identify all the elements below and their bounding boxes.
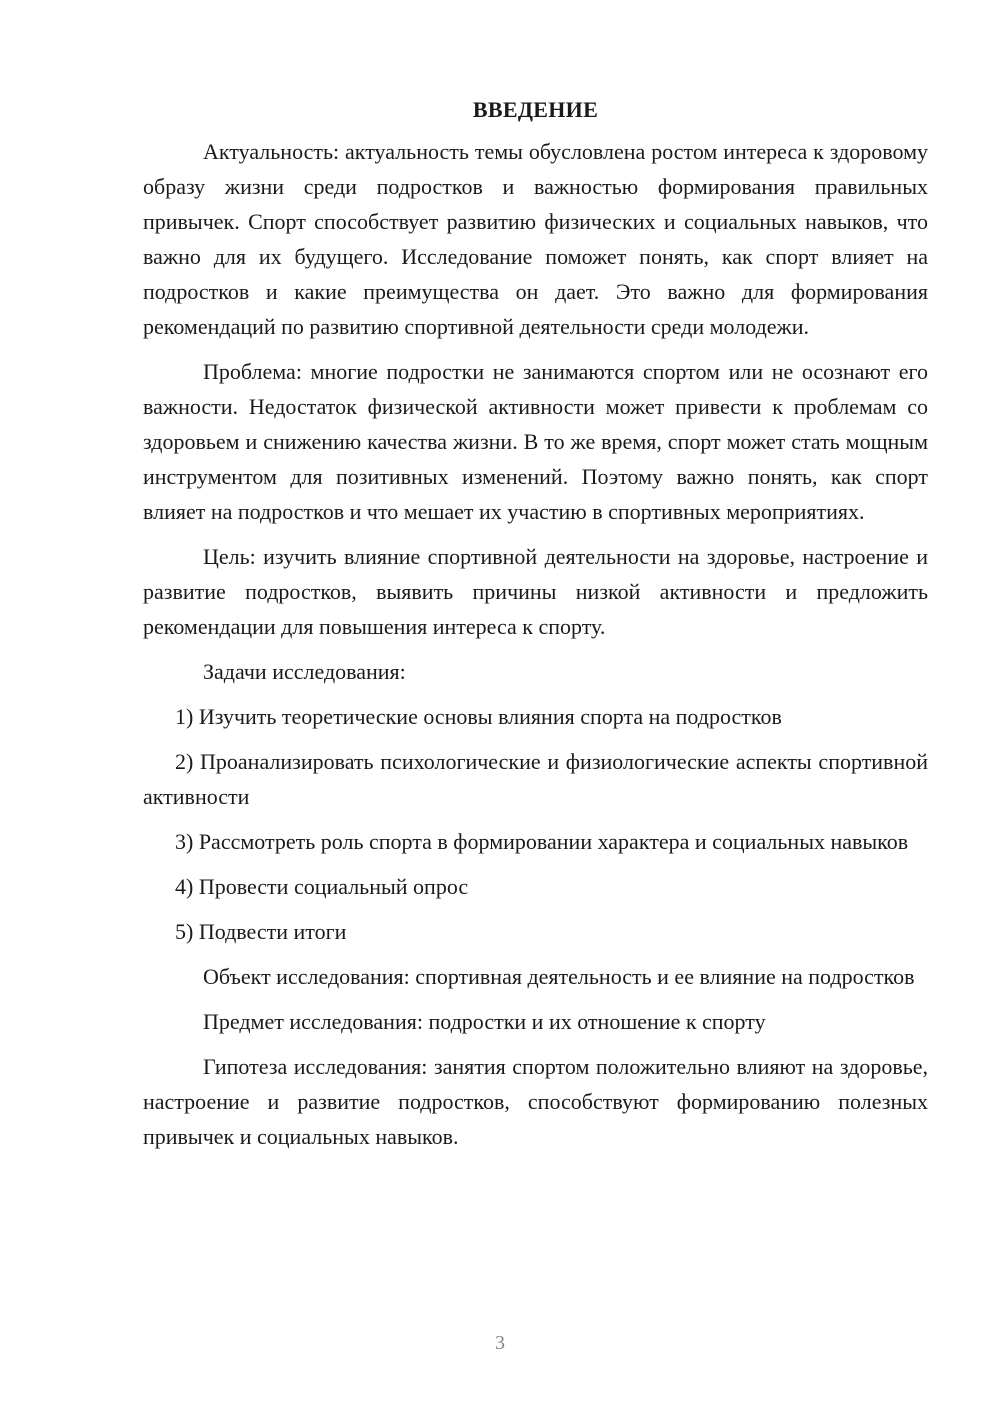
paragraph-goal: Цель: изучить влияние спортивной деятельности на здоровье, настроение и развитие подростков, выявить причины низкой активности и предложить рекомендации для повышения интереса к спорту. — [143, 544, 928, 639]
tasks-heading: Задачи исследования: — [203, 659, 406, 684]
task-item-1: 1) Изучить теоретические основы влияния спорта на подростков — [175, 704, 782, 729]
task-item-2: 2) Проанализировать психологические и физиологические аспекты спортивной активности — [143, 749, 928, 809]
paragraph-subject: Предмет исследования: подростки и их отношение к спорту — [203, 1009, 766, 1034]
page-title: ВВЕДЕНИЕ — [472, 97, 599, 122]
page-number: 3 — [495, 1332, 505, 1354]
paragraph-problem: Проблема: многие подростки не занимаются спортом или не осознают его важности. Недостаток физической активности может привести к проблемам со здоровьем и снижению качества жизни. В то же время, спорт может стать мощным инструментом для позитивных изменений. Поэтому важно понять, как спорт влияет на подростков и что мешает их участию в спортивных мероприятиях. — [143, 359, 928, 524]
task-item-5: 5) Подвести итоги — [175, 919, 347, 944]
task-item-3: 3) Рассмотреть роль спорта в формировании характера и социальных навыков — [175, 829, 909, 854]
document-page — [143, 92, 928, 1164]
paragraph-relevance: Актуальность: актуальность темы обусловлена ростом интереса к здоровому образу жизни среди подростков и важностью формирования правильных привычек. Спорт способствует развитию физических и социальных навыков, что важно для их будущего. Исследование поможет понять, как спорт влияет на подростков и какие преимущества он дает. Это важно для формирования рекомендаций по развитию спортивной деятельности среди молодежи. — [143, 139, 928, 339]
paragraph-hypothesis: Гипотеза исследования: занятия спортом положительно влияют на здоровье, настроение и развитие подростков, способствуют формированию полезных привычек и социальных навыков. — [143, 1054, 928, 1149]
paragraph-object: Объект исследования: спортивная деятельность и ее влияние на подростков — [203, 964, 915, 989]
task-item-4: 4) Провести социальный опрос — [175, 874, 469, 899]
